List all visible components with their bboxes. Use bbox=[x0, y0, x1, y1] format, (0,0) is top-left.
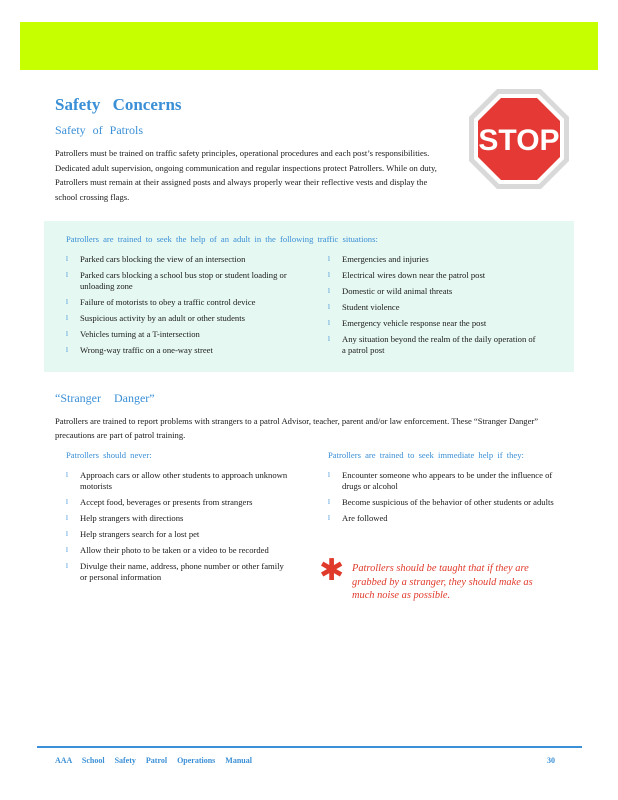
list-item bbox=[328, 302, 538, 313]
list-item-text: Become suspicious of the behavior of other students or adults bbox=[342, 497, 554, 507]
seek-help-heading: Patrollers are trained to seek immediate help if they: bbox=[328, 450, 524, 460]
bullet-icon: l bbox=[328, 255, 330, 263]
list-item bbox=[66, 345, 311, 356]
never-heading: Patrollers should never: bbox=[66, 450, 152, 460]
list-item-text: Encounter someone who appears to be under the influence of drugs or alcohol bbox=[342, 470, 553, 491]
bullet-icon: l bbox=[66, 314, 68, 322]
bullet-icon: l bbox=[328, 471, 330, 479]
list-item-text: Parked cars blocking the view of an intersection bbox=[80, 254, 246, 264]
stop-sign-icon bbox=[467, 87, 571, 191]
bullet-icon: l bbox=[66, 271, 68, 279]
list-item bbox=[66, 313, 311, 324]
list-item-text: Approach cars or allow other students to approach unknown motorists bbox=[80, 470, 288, 491]
list-item bbox=[328, 334, 538, 356]
footer-rule bbox=[37, 746, 582, 748]
list-item bbox=[66, 513, 291, 524]
list-item bbox=[328, 318, 538, 329]
seek-help-list bbox=[328, 470, 560, 529]
list-item bbox=[66, 297, 311, 308]
list-item bbox=[328, 513, 560, 524]
traffic-box-heading: Patrollers are trained to seek the help of an adult in the following traffic situations: bbox=[66, 234, 378, 244]
list-item-text: Suspicious activity by an adult or other students bbox=[80, 313, 245, 323]
stop-sign-text: STOP bbox=[478, 124, 560, 157]
bullet-icon: l bbox=[66, 330, 68, 338]
list-item bbox=[66, 529, 291, 540]
header-banner bbox=[20, 22, 598, 70]
list-item bbox=[66, 329, 311, 340]
list-item bbox=[328, 286, 538, 297]
list-item-text: Divulge their name, address, phone number or other family or personal information bbox=[80, 561, 284, 582]
section-subtitle: Safety of Patrols bbox=[55, 123, 143, 137]
footer-manual-title: AAA School Safety Patrol Operations Manual bbox=[55, 756, 252, 765]
bullet-icon: l bbox=[66, 255, 68, 263]
traffic-list-right bbox=[328, 254, 538, 361]
bullet-icon: l bbox=[66, 514, 68, 522]
list-item-text: Help strangers with directions bbox=[80, 513, 184, 523]
list-item bbox=[66, 470, 291, 492]
bullet-icon: l bbox=[328, 319, 330, 327]
list-item-text: Domestic or wild animal threats bbox=[342, 286, 453, 296]
traffic-situations-box bbox=[44, 221, 574, 372]
stranger-danger-title: “Stranger Danger” bbox=[55, 391, 155, 405]
footer-page-number: 30 bbox=[547, 756, 555, 765]
list-item-text: Emergency vehicle response near the post bbox=[342, 318, 487, 328]
traffic-list-left bbox=[66, 254, 311, 361]
bullet-icon: l bbox=[328, 498, 330, 506]
list-item-text: Are followed bbox=[342, 513, 388, 523]
list-item bbox=[328, 254, 538, 265]
list-item-text: Emergencies and injuries bbox=[342, 254, 429, 264]
list-item bbox=[328, 270, 538, 281]
list-item bbox=[66, 270, 311, 292]
bullet-icon: l bbox=[66, 546, 68, 554]
stranger-danger-intro: Patrollers are trained to report problems with strangers to a patrol Advisor, teacher, parent and/or law enforcement. These “Stranger Danger” precautions are part of patrol training. bbox=[55, 416, 539, 440]
bullet-icon: l bbox=[328, 287, 330, 295]
never-list bbox=[66, 470, 291, 588]
bullet-icon: l bbox=[328, 335, 330, 343]
bullet-icon: l bbox=[66, 298, 68, 306]
asterisk-icon: ✱ bbox=[319, 553, 345, 588]
bullet-icon: l bbox=[66, 562, 68, 570]
bullet-icon: l bbox=[66, 530, 68, 538]
intro-paragraph: Patrollers must be trained on traffic safety principles, operational procedures and each post’s responsibilities. Dedicated adult supervision, ongoing communication and regular inspections protect Patrollers. While on duty, Patrollers must remain at their assigned posts and always properly wear their reflective vests and display the school crossing flags. bbox=[55, 148, 437, 202]
bullet-icon: l bbox=[328, 303, 330, 311]
bullet-icon: l bbox=[328, 514, 330, 522]
list-item-text: Accept food, beverages or presents from strangers bbox=[80, 497, 253, 507]
grabbed-callout: Patrollers should be taught that if they are grabbed by a stranger, they should make as much noise as possible. bbox=[352, 563, 533, 601]
list-item-text: Vehicles turning at a T-intersection bbox=[80, 329, 200, 339]
list-item-text: Allow their photo to be taken or a video to be recorded bbox=[80, 545, 269, 555]
list-item bbox=[328, 470, 560, 492]
list-item-text: Any situation beyond the realm of the daily operation of a patrol post bbox=[342, 334, 536, 355]
bullet-icon: l bbox=[66, 471, 68, 479]
list-item bbox=[66, 497, 291, 508]
page-title: Safety Concerns bbox=[55, 95, 182, 114]
list-item-text: Electrical wires down near the patrol post bbox=[342, 270, 486, 280]
list-item bbox=[66, 545, 291, 556]
list-item-text: Failure of motorists to obey a traffic control device bbox=[80, 297, 256, 307]
list-item bbox=[66, 561, 291, 583]
list-item-text: Parked cars blocking a school bus stop or student loading or unloading zone bbox=[80, 270, 287, 291]
bullet-icon: l bbox=[328, 271, 330, 279]
list-item-text: Help strangers search for a lost pet bbox=[80, 529, 200, 539]
bullet-icon: l bbox=[66, 498, 68, 506]
bullet-icon: l bbox=[66, 346, 68, 354]
list-item-text: Wrong-way traffic on a one-way street bbox=[80, 345, 213, 355]
list-item bbox=[66, 254, 311, 265]
list-item-text: Student violence bbox=[342, 302, 400, 312]
list-item bbox=[328, 497, 560, 508]
